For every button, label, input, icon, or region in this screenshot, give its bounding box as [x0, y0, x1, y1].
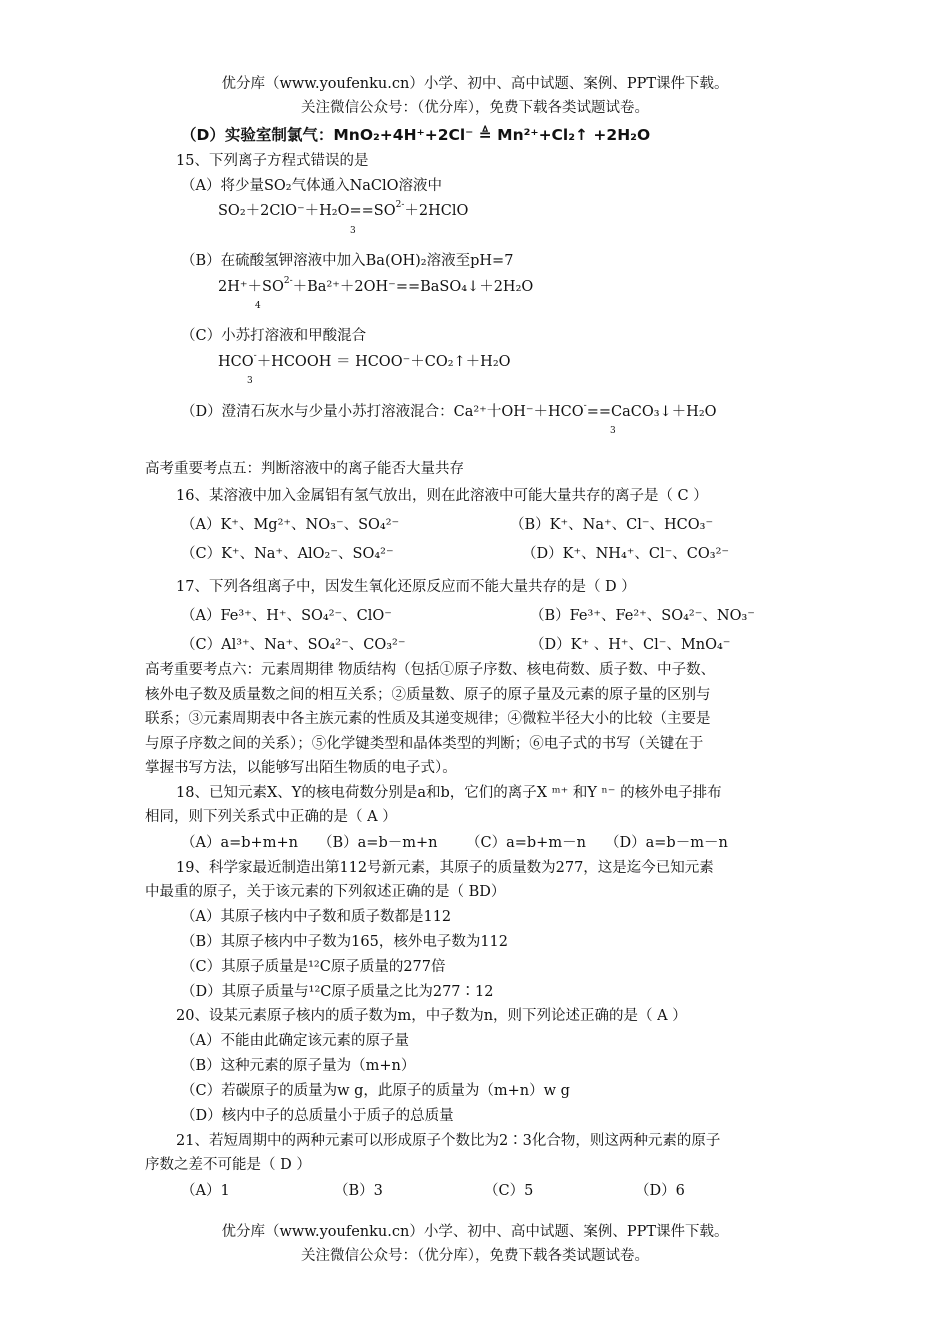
q17-option-b: （B）Fe³⁺、Fe²⁺、SO₄²⁻、NO₃⁻	[530, 608, 755, 624]
q16-option-a: （A）K⁺、Mg²⁺、NO₃⁻、SO₄²⁻	[181, 517, 400, 533]
q21-option-c: （C）5	[484, 1183, 534, 1199]
q19-option-b: （B）其原子核内中子数为165，核外电子数为112	[181, 934, 509, 950]
q18-stem-line-2: 相同，则下列关系式中正确的是（ A ）	[145, 809, 397, 825]
q21-stem-line-2: 序数之差不可能是（ D ）	[145, 1157, 311, 1173]
q15-c-eq-head: HCO	[218, 354, 254, 370]
q15-option-d: （D）澄清石灰水与少量小苏打溶液混合：Ca²⁺十OH⁻＋HCO-==CaCO₃↓＋H₂O	[181, 401, 717, 420]
q15-option-c-equation: HCO-＋HCOOH ＝ HCOO⁻＋CO₂↑＋H₂O	[218, 351, 511, 370]
q16-stem: 16、某溶液中加入金属铝有氢气放出，则在此溶液中可能大量共存的离子是（ C ）	[176, 488, 708, 504]
q18-option-b: （B）a=b－m+n	[318, 835, 438, 851]
key-point-5: 高考重要考点五：判断溶液中的离子能否大量共存	[145, 461, 464, 477]
q21-stem-line-1: 21、若短周期中的两种元素可以形成原子个数比为2∶3化合物，则这两种元素的原子	[176, 1133, 721, 1149]
q18-option-a: （A）a=b+m+n	[181, 835, 298, 851]
q15-c-eq-tail: ＋HCOOH ＝ HCOO⁻＋CO₂↑＋H₂O	[256, 354, 511, 370]
q17-option-a: （A）Fe³⁺、H⁺、SO₄²⁻、ClO⁻	[181, 608, 392, 624]
key-point-6-line-3: 联系；③元素周期表中各主族元素的性质及其递变规律；④微粒半径大小的比较（主要是	[145, 711, 711, 727]
q15-option-a: （A）将少量SO₂气体通入NaClO溶液中	[181, 178, 443, 194]
q21-option-d: （D）6	[635, 1183, 685, 1199]
q19-stem-line-2: 中最重的原子，关于该元素的下列叙述正确的是（ BD）	[145, 884, 506, 900]
key-point-6-line-5: 掌握书写方法，以能够写出陌生物质的电子式）。	[145, 760, 457, 776]
footer-line-1: 优分库（www.youfenku.cn）小学、初中、高中试题、案例、PPT课件下载。	[221, 1224, 729, 1240]
q21-option-a: （A）1	[181, 1183, 230, 1199]
key-point-6-line-1: 高考重要考点六：元素周期律 物质结构（包括①原子序数、核电荷数、质子数、中子数、	[145, 662, 716, 678]
q20-option-d: （D）核内中子的总质量小于质子的总质量	[181, 1108, 454, 1124]
q15-a-subscript: 3	[350, 226, 356, 236]
q15-d-subscript: 3	[610, 426, 616, 436]
q16-option-c: （C）K⁺、Na⁺、AlO₂⁻、SO₄²⁻	[181, 546, 394, 562]
q18-option-d: （D）a=b－m－n	[605, 835, 728, 851]
q17-stem: 17、下列各组离子中，因发生氧化还原反应而不能大量共存的是（ D ）	[176, 579, 636, 595]
key-point-6-line-2: 核外电子数及质量数之间的相互关系；②质量数、原子的原子量及元素的原子量的区别与	[145, 687, 711, 703]
footer-line-2: 关注微信公众号：（优分库），免费下载各类试题试卷。	[301, 1248, 649, 1264]
q15-option-b: （B）在硫酸氢钾溶液中加入Ba(OH)₂溶液至pH=7	[181, 253, 514, 269]
q20-stem: 20、设某元素原子核内的质子数为m，中子数为n，则下列论述正确的是（ A ）	[176, 1008, 687, 1024]
header-line-1: 优分库（www.youfenku.cn）小学、初中、高中试题、案例、PPT课件下载。	[221, 76, 729, 92]
q17-option-d: （D）K⁺ 、H⁺、Cl⁻、MnO₄⁻	[530, 637, 731, 653]
q15-option-b-equation: $2H^++SO^{2-}+Ba^{2+}+2OH^-==BaSO_4↓+2H_2O$	[218, 276, 534, 295]
q20-option-a: （A）不能由此确定该元素的原子量	[181, 1033, 409, 1049]
q16-option-d: （D）K⁺、NH₄⁺、Cl⁻、CO₃²⁻	[522, 546, 730, 562]
q16-option-b: （B）K⁺、Na⁺、Cl⁻、HCO₃⁻	[510, 517, 714, 533]
q15-d-head: （D）澄清石灰水与少量小苏打溶液混合：Ca²⁺十OH⁻＋HCO	[181, 404, 584, 420]
q21-option-b: （B）3	[334, 1183, 383, 1199]
q19-option-d: （D）其原子质量与¹²C原子质量之比为277∶12	[181, 984, 494, 1000]
q15-b-eq-head: 2H⁺＋SO	[218, 279, 284, 295]
key-point-6-line-4: 与原子序数之间的关系）；⑤化学键类型和晶体类型的判断；⑥电子式的书写（关键在于	[145, 736, 704, 752]
q15-c-subscript: 3	[247, 376, 253, 386]
q15-option-a-equation: $SO_2+2ClO^-+H_2O==SO^{2-}+2HClO$	[218, 200, 469, 219]
q15-b-subscript: 4	[255, 301, 261, 311]
q19-option-a: （A）其原子核内中子数和质子数都是112	[181, 909, 452, 925]
q15-a-eq-head: SO₂＋2ClO⁻＋H₂O==SO	[218, 203, 396, 219]
q19-option-c: （C）其原子质量是¹²C原子质量的277倍	[181, 959, 446, 975]
header-line-2: 关注微信公众号：（优分库），免费下载各类试题试卷。	[301, 100, 649, 116]
q15-d-tail: ==CaCO₃↓＋H₂O	[586, 404, 717, 420]
q18-stem-line-1: 18、已知元素X、Y的核电荷数分别是a和b，它们的离子X ᵐ⁺ 和Y ⁿ⁻ 的核外电子排布	[176, 785, 722, 801]
q18-option-c: （C）a=b+m－n	[466, 835, 586, 851]
q15-option-c: （C）小苏打溶液和甲酸混合	[181, 328, 367, 344]
q15-a-eq-tail: ＋2HClO	[404, 203, 469, 219]
q14-option-d: （D）实验室制氯气：MnO₂+4H⁺+2Cl⁻ ≜ Mn²⁺+Cl₂↑ +2H₂O	[181, 126, 651, 144]
q20-option-c: （C）若碳原子的质量为w g，此原子的质量为（m+n）w g	[181, 1083, 570, 1099]
q15-stem: 15、下列离子方程式错误的是	[176, 153, 369, 169]
q17-option-c: （C）Al³⁺、Na⁺、SO₄²⁻、CO₃²⁻	[181, 637, 406, 653]
q15-b-eq-tail: ＋Ba²⁺＋2OH⁻==BaSO₄↓＋2H₂O	[292, 279, 534, 295]
q20-option-b: （B）这种元素的原子量为（m+n）	[181, 1058, 416, 1074]
q19-stem-line-1: 19、科学家最近制造出第112号新元素，其原子的质量数为277，这是迄今已知元素	[176, 860, 714, 876]
